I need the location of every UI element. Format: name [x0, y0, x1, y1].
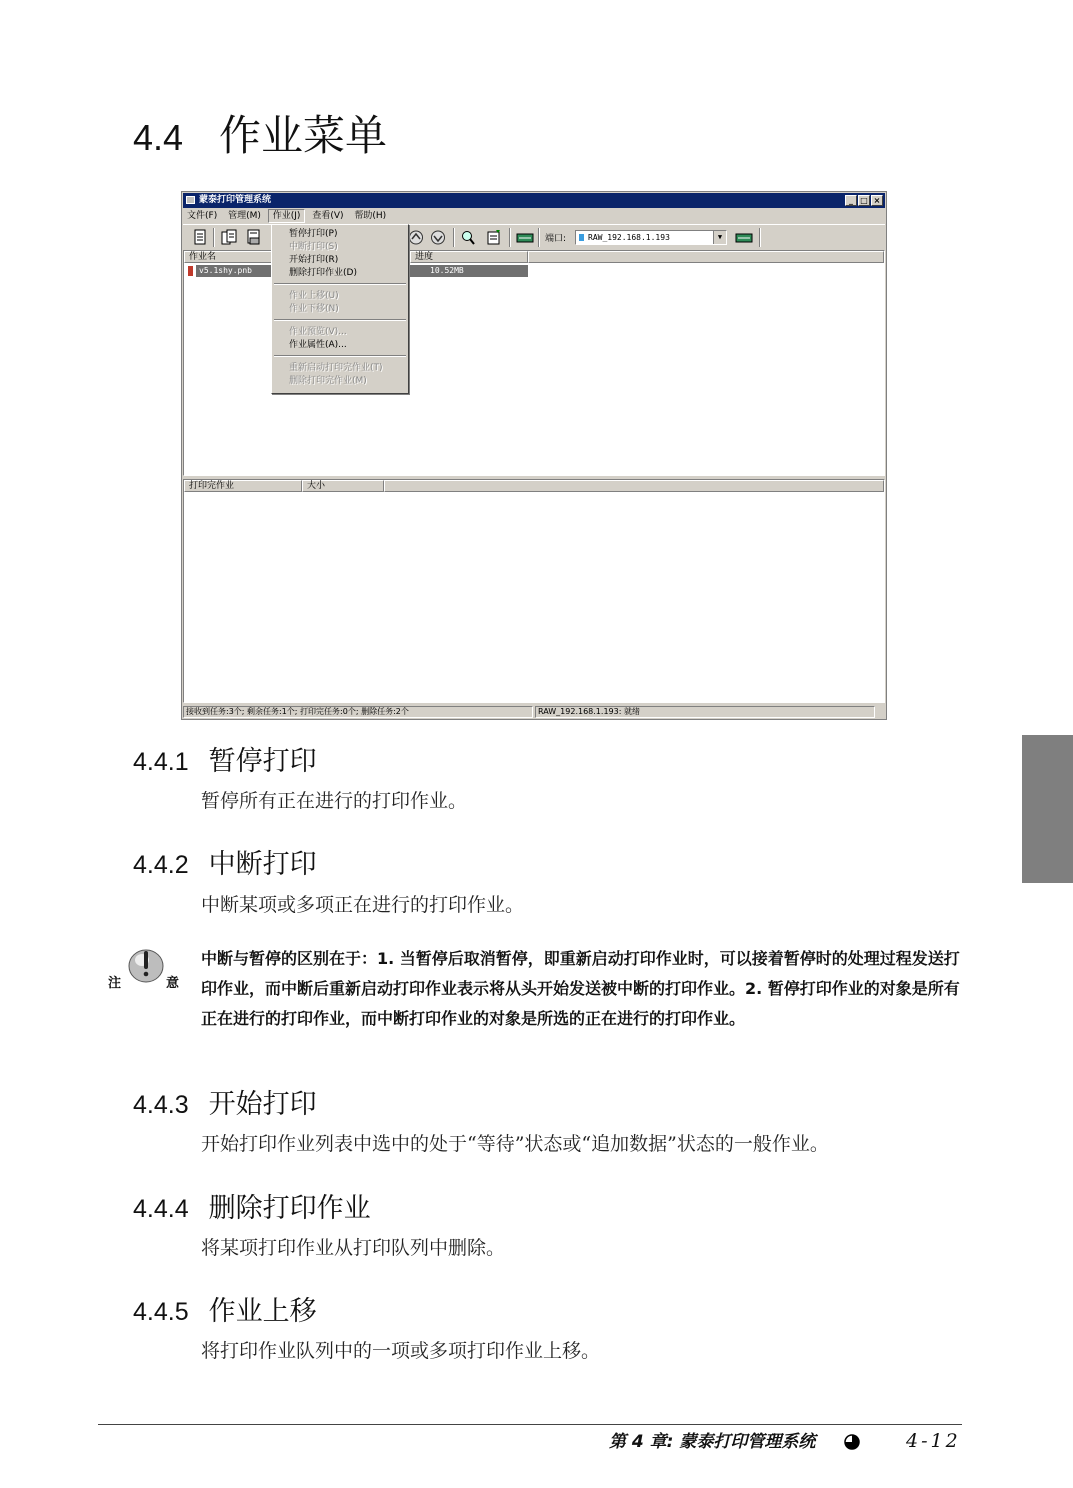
- subsection-number: 4.4.5: [133, 1298, 189, 1326]
- done-list: [183, 479, 885, 703]
- menu-separator: [274, 355, 406, 357]
- note-block-icon: [108, 944, 186, 994]
- note-label-left: 注: [108, 976, 122, 991]
- subsection-number: 4.4.3: [133, 1091, 189, 1119]
- section-number: 4.4: [133, 117, 184, 158]
- print-preview-icon[interactable]: [245, 229, 263, 246]
- status-port-state: RAW_192.168.1.193: 就绪: [535, 706, 875, 718]
- port-device-icon[interactable]: [516, 229, 534, 246]
- subsection-text: 将某项打印作业从打印队列中删除。: [201, 1237, 506, 1259]
- menu-item-job-properties[interactable]: 作业属性(A)...: [289, 340, 347, 350]
- menu-item-interrupt-print[interactable]: 中断打印(S): [289, 242, 338, 252]
- status-summary: 接收到任务:3个; 剩余任务:1个; 打印完任务:0个; 删除任务:2个: [183, 706, 533, 718]
- column-header-done-job[interactable]: 打印完作业: [184, 480, 302, 492]
- move-up-icon[interactable]: [407, 229, 425, 246]
- subsection-title: 开始打印: [208, 1089, 317, 1120]
- window-titlebar: [183, 193, 885, 208]
- menu-item-restart-done-job[interactable]: 重新启动打印完作业(T): [289, 363, 383, 373]
- status-bar: [183, 705, 885, 719]
- menu-separator: [274, 319, 406, 321]
- subsection-heading: [133, 847, 317, 883]
- subsection-text: 中断某项或多项正在进行的打印作业。: [201, 894, 525, 916]
- subsection-title: 暂停打印: [208, 746, 317, 777]
- column-header-filler: [384, 480, 884, 492]
- close-button[interactable]: ×: [871, 195, 883, 206]
- column-header-size[interactable]: 大小: [302, 480, 384, 492]
- app-icon: [186, 196, 195, 204]
- note-text: 中断与暂停的区别在于：1. 当暂停后取消暂停，即重新启动打印作业时，可以接着暂停时的处理过程发送打印作业，而中断后重新启动打印作业表示将从头开始发送被中断的打印作业。2. 暂停打印作业的对象是所有正在进行的打印作业，而中断打印作业的对象是所选的正在进行的打印作业。: [201, 949, 960, 1028]
- port-value: RAW_192.168.1.193: [588, 233, 670, 242]
- half-circle-bullet-icon: [843, 1433, 861, 1451]
- column-header-progress[interactable]: 进度: [410, 251, 528, 263]
- column-header-filler: [528, 251, 884, 263]
- footer-page-number: 4-12: [906, 1430, 961, 1452]
- subsection-text: 开始打印作业列表中选中的处于“等待”状态或“追加数据”状态的一般作业。: [201, 1133, 829, 1155]
- chevron-down-icon[interactable]: ▼: [713, 231, 726, 244]
- app-window-screenshot: [181, 191, 887, 720]
- job-row-progress[interactable]: 10.52MB: [410, 265, 528, 277]
- section-title: 作业菜单: [219, 111, 388, 160]
- subsection-number: 4.4.4: [133, 1195, 189, 1223]
- port-label: 端口:: [545, 234, 567, 244]
- minimize-button[interactable]: _: [845, 195, 857, 206]
- subsection-text: 暂停所有正在进行的打印作业。: [201, 790, 468, 812]
- maximize-button[interactable]: □: [858, 195, 870, 206]
- menu-item-delete-job[interactable]: 删除打印作业(D): [289, 268, 357, 278]
- menu-manage[interactable]: 管理(M): [228, 211, 261, 221]
- menu-item-move-down[interactable]: 作业下移(N): [289, 304, 339, 314]
- column-header-job-name[interactable]: 作业名: [184, 251, 410, 263]
- subsection-number: 4.4.2: [133, 851, 189, 879]
- exclamation-icon: [127, 944, 165, 984]
- chapter-side-tab: [1022, 735, 1073, 883]
- subsection-heading: [133, 1191, 371, 1227]
- footer-divider: [98, 1424, 962, 1425]
- subsection-title: 中断打印: [208, 849, 317, 880]
- subsection-heading: [133, 1087, 317, 1123]
- menu-file[interactable]: 文件(F): [187, 211, 218, 221]
- window-title: 蒙泰打印管理系统: [199, 195, 272, 205]
- toolbar-separator: [509, 228, 511, 247]
- menu-view[interactable]: 查看(V): [312, 211, 344, 221]
- menu-item-start-print[interactable]: 开始打印(R): [289, 255, 339, 265]
- subsection-text: 将打印作业队列中的一项或多项打印作业上移。: [201, 1340, 601, 1362]
- subsection-number: 4.4.1: [133, 748, 189, 776]
- open-document-icon[interactable]: [220, 229, 238, 246]
- port-settings-icon[interactable]: [735, 229, 753, 246]
- toolbar-separator: [213, 228, 215, 247]
- menu-item-delete-done-job[interactable]: 删除打印完作业(M): [289, 376, 367, 386]
- toolbar-separator: [759, 228, 761, 247]
- menu-job[interactable]: 作业(J): [268, 209, 306, 223]
- menu-item-job-preview[interactable]: 作业预览(V)...: [289, 327, 347, 337]
- toolbar-separator: [453, 228, 455, 247]
- preview-icon[interactable]: [459, 229, 477, 246]
- subsection-title: 删除打印作业: [208, 1193, 371, 1224]
- menu-item-pause-print[interactable]: 暂停打印(P): [289, 229, 338, 239]
- footer-chapter: 第 4 章: 蒙泰打印管理系统: [609, 1432, 816, 1452]
- menubar: [183, 209, 885, 223]
- subsection-heading: [133, 1294, 317, 1330]
- move-down-icon[interactable]: [429, 229, 447, 246]
- job-properties-icon[interactable]: [485, 229, 503, 246]
- toolbar-separator: [538, 228, 540, 247]
- subsection-title: 作业上移: [208, 1296, 317, 1327]
- printer-port-icon: [579, 234, 584, 241]
- job-status-icon: [188, 266, 193, 276]
- job-dropdown-menu: [271, 224, 409, 394]
- menu-separator: [274, 283, 406, 285]
- section-heading: [133, 108, 387, 166]
- new-document-icon[interactable]: [191, 229, 209, 246]
- subsection-heading: [133, 744, 317, 780]
- port-select[interactable]: [575, 230, 727, 245]
- note-label-right: 意: [166, 976, 180, 991]
- job-row-name[interactable]: v5.1shy.pnb: [196, 265, 275, 277]
- menu-item-move-up[interactable]: 作业上移(U): [289, 291, 339, 301]
- menu-help[interactable]: 帮助(H): [354, 211, 387, 221]
